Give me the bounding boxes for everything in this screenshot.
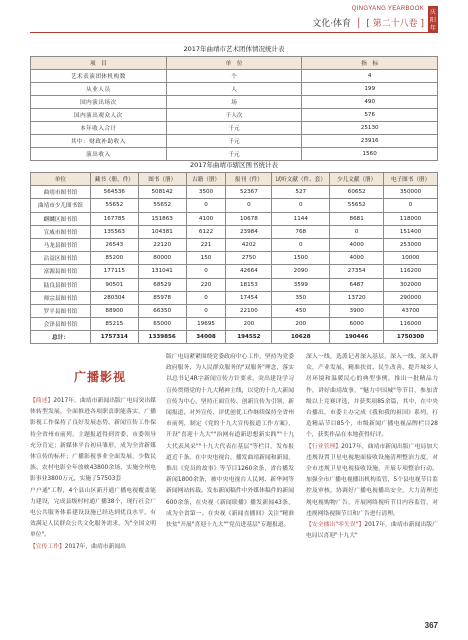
table-row xyxy=(31,304,438,317)
arts-groups-table xyxy=(30,56,438,161)
table-cell: 490 xyxy=(302,96,438,109)
table-cell: 150 xyxy=(186,252,226,265)
table-cell: 27354 xyxy=(330,265,384,278)
table-cell: 167785 xyxy=(90,212,138,225)
running-header: 文化·体育 │ [ 第二十八卷 ] xyxy=(312,19,424,29)
table-cell: 151863 xyxy=(138,212,186,225)
table-cell: 千人次 xyxy=(166,109,302,122)
table-cell: 1750300 xyxy=(384,331,438,344)
table-row xyxy=(31,186,438,199)
table-cell: 85200 xyxy=(90,252,138,265)
table-cell: 0 xyxy=(186,304,226,317)
table-cell: 23916 xyxy=(302,135,438,148)
table-cell: 22120 xyxy=(138,238,186,251)
table-cell: 55652 xyxy=(330,199,384,212)
table-cell: 6487 xyxy=(330,278,384,291)
table-cell: 60652 xyxy=(330,186,384,199)
table-cell: 0 xyxy=(186,291,226,304)
table-cell: 0 xyxy=(226,199,272,212)
table-cell: 国内演出观众人次 xyxy=(31,109,167,122)
table-cell: 0 xyxy=(384,199,438,212)
table-cell: 104381 xyxy=(138,225,186,238)
table-cell: 199 xyxy=(302,83,438,96)
table-cell: 42664 xyxy=(226,265,272,278)
table-cell: 4202 xyxy=(226,238,272,251)
table-cell: 768 xyxy=(272,225,330,238)
table-cell: 4100 xyxy=(186,212,226,225)
table-cell: 2750 xyxy=(226,252,272,265)
table-cell: 116000 xyxy=(384,318,438,331)
table-cell: 200 xyxy=(272,318,330,331)
table-row xyxy=(31,122,438,135)
table-cell: 1757314 xyxy=(90,331,138,344)
table-cell: 2090 xyxy=(272,265,330,278)
table-cell: 3500 xyxy=(186,186,226,199)
column-header: 少儿文献（册） xyxy=(330,173,384,186)
table1-title: 2017年曲靖市艺术团体情况统计表 xyxy=(183,45,285,53)
table-cell: 68529 xyxy=(138,278,186,291)
table-row xyxy=(31,318,438,331)
yearbook-brand: QINGYANG YEARBOOK xyxy=(351,6,424,12)
table-cell: 4 xyxy=(302,70,438,83)
table-cell: 千元 xyxy=(166,135,302,148)
paragraph xyxy=(30,542,156,553)
table-cell: 190446 xyxy=(330,331,384,344)
table-cell: 131041 xyxy=(138,265,186,278)
text-column-1 xyxy=(30,396,156,553)
table-cell: 本年收入合计 xyxy=(31,122,167,135)
table-row xyxy=(31,109,438,122)
table-cell: 135563 xyxy=(90,225,138,238)
column-header: 古籍（册） xyxy=(186,173,226,186)
table-cell: 0 xyxy=(186,265,226,278)
table-cell: 演出收入 xyxy=(31,148,167,161)
section-label: 文化·体育 xyxy=(312,19,352,29)
table-cell: 200 xyxy=(226,318,272,331)
table-cell: 0 xyxy=(272,199,330,212)
table-cell: 26543 xyxy=(90,238,138,251)
table-row xyxy=(31,291,438,304)
table-cell: 0 xyxy=(272,238,330,251)
paragraph-text: 2017年，曲靖市新闻出 xyxy=(64,543,126,550)
table-cell: 宣威市图书馆 xyxy=(31,225,91,238)
column-header: 试听文献（件、套） xyxy=(272,173,330,186)
chapter-tab: 庆阳年鉴 xyxy=(428,6,438,32)
table-cell: 4000 xyxy=(330,238,384,251)
table-cell: 场 xyxy=(166,96,302,109)
table-cell: 其中：财政补助收入 xyxy=(31,135,167,148)
table-cell: 19695 xyxy=(186,318,226,331)
table-cell: 194552 xyxy=(226,331,272,344)
paragraph xyxy=(30,486,156,542)
paragraph-label: 【安全播出"零失误"】 xyxy=(306,522,365,529)
paragraph-text: 版广电局紧紧围绕党委政府中心工作，坚持为党委政府服务、为人民群众服务的"双服务"理念，落实以总书记4R字新闻宣传方针要求，突出建设学习宣传贯彻党的十九大精神主线，以党的十九大新闻宣传为中心，坚持正面宣传、创新宣传为引领，新闻报道、对外宣传、评优创优工作继续保持全省州市前列，制定《党的十九大宣传报道工作方案》，开设"喜迎十九大""治网有道新思想新实践""十九大代表风采""十九大代表在基层"等栏目，发布报道近千条。在中央电视台，播发曲靖新闻和新闻，推出《党员的故事》等节目1260余条，省台播发新闻1800余条，被中央电视台人民网、新华网等新闻网站转载。发布新闻稿件中外媒体稿件的新闻600余条，在央视《新闻联播》播发新闻43条，成为全省第一。在央视《新闻直播间》关注"精准扶贫"开展"喜迎十九大""党员进基层"专题报道。 xyxy=(166,354,294,529)
table-cell: 陆良县图书馆 xyxy=(31,278,91,291)
table-cell: 10000 xyxy=(384,252,438,265)
table-cell: 177115 xyxy=(90,265,138,278)
table-cell: 13720 xyxy=(330,291,384,304)
table-cell: 10678 xyxy=(226,212,272,225)
table-cell: 千元 xyxy=(166,122,302,135)
column-header: 报刊（件） xyxy=(226,173,272,186)
table-cell: 220 xyxy=(186,278,226,291)
column-header: 单 位 xyxy=(166,57,302,70)
table-row xyxy=(31,265,438,278)
table-row xyxy=(31,83,438,96)
column-header: 指 标 xyxy=(302,57,438,70)
table1-body xyxy=(31,70,438,161)
table-cell: 302000 xyxy=(384,278,438,291)
table-cell: 85215 xyxy=(90,318,138,331)
table-cell: 576 xyxy=(302,109,438,122)
paragraph xyxy=(166,352,294,531)
table-cell: 总计： xyxy=(31,331,91,344)
table-cell: 65000 xyxy=(138,318,186,331)
table-cell: 564536 xyxy=(90,186,138,199)
table-cell: 人 xyxy=(166,83,302,96)
table-row xyxy=(31,331,438,344)
table-cell: 1560 xyxy=(302,148,438,161)
table-cell: 350000 xyxy=(384,186,438,199)
table-cell: 116200 xyxy=(384,265,438,278)
table-cell: 师宗县图书馆 xyxy=(31,291,91,304)
paragraph-label: 【简述】 xyxy=(30,398,54,404)
table-cell: 221 xyxy=(186,238,226,251)
table-cell: 22100 xyxy=(226,304,272,317)
table-cell: 3599 xyxy=(272,278,330,291)
table-cell: 4000 xyxy=(330,252,384,265)
table-cell: 艺术表演团体机构数 xyxy=(31,70,167,83)
paragraph-text: 2017年，曲靖市新闻出版广电局以喜迎"十九大" xyxy=(306,522,438,540)
table-row xyxy=(31,199,438,212)
paragraph-text: 2017年，曲靖市新闻出版广电局加大违规设置卫星电视地面接收设施清理整治力度，对全市违规卫星电视接收设施，开展专项整治行动。加强全市广播电视播出机构监管，5个县电视节目监控及审核，协调好广播电视播出安全，大力清理违规电视购物广告，开展网络视听节目内容监管，对违规网络视频节目和广告进行清理。 xyxy=(306,443,438,517)
table2-title: 2017年曲靖市辖区图书统计表 xyxy=(189,161,279,169)
paragraph-label: 【宣传工作】 xyxy=(30,543,65,550)
paragraph xyxy=(306,442,438,520)
table-cell: 1339856 xyxy=(138,331,186,344)
library-stats-table xyxy=(30,172,438,344)
table-cell: 80000 xyxy=(138,252,186,265)
table-cell: 马龙县图书馆 xyxy=(31,238,91,251)
table-cell: 52367 xyxy=(226,186,272,199)
table-cell: 508142 xyxy=(138,186,186,199)
paragraph-text: 户户通"工程，4个县山区新开通广播电视覆盖能力建设，完成县级村村通广播38个，现行社会广电公共服务体系建设设施已经达到优良水平，有效满足人民群众公共文化服务需求，为"全国文明单位"。 xyxy=(30,487,156,539)
table-cell: 10628 xyxy=(272,331,330,344)
table-cell: 450 xyxy=(272,304,330,317)
table-cell: 沾益区图书馆 xyxy=(31,252,91,265)
table-cell: 23984 xyxy=(226,225,272,238)
table-cell: 17454 xyxy=(226,291,272,304)
table-row xyxy=(31,238,438,251)
table-cell: 6000 xyxy=(330,318,384,331)
table-row xyxy=(31,96,438,109)
table-row xyxy=(31,148,438,161)
table1-header-row xyxy=(31,57,438,70)
table-cell: 25130 xyxy=(302,122,438,135)
table-cell: 290000 xyxy=(384,291,438,304)
table-cell: 34008 xyxy=(186,331,226,344)
table2-header-row xyxy=(31,173,438,186)
table-cell: 6122 xyxy=(186,225,226,238)
table-row xyxy=(31,278,438,291)
table-cell: 会泽县图书馆 xyxy=(31,318,91,331)
table-cell: 8681 xyxy=(330,212,384,225)
table-cell: 151400 xyxy=(384,225,438,238)
table-cell: 527 xyxy=(272,186,330,199)
table-cell: 350 xyxy=(272,291,330,304)
table-cell: 3900 xyxy=(330,304,384,317)
table-cell: 280304 xyxy=(90,291,138,304)
table-cell: 85978 xyxy=(138,291,186,304)
table-cell: 1144 xyxy=(272,212,330,225)
text-column-3 xyxy=(306,352,438,542)
column-header: 藏书（册、件） xyxy=(90,173,138,186)
paragraph xyxy=(306,520,438,542)
paragraph-label: 【行业管理】 xyxy=(306,443,342,450)
table-cell: 1500 xyxy=(272,252,330,265)
paragraph-text: 2017年，曲靖市新闻出版广电局突出媒体转型发展，全面推进各项职责职能落实，广播影视工作保持了良好发展态势。新闻宣传工作保持全省州市前列，主题报道得到省委、市委领导充分肯定；新媒体平台初具雏形，成为全省新媒体宣传的标杆；广播影视事业全面发展，少数民族、农村电影全年放映43800余场，实施全州电影事业3800万元，实施了57503套 xyxy=(30,398,156,483)
table-cell: 国内演出场次 xyxy=(31,96,167,109)
section-heading: 广播影视 xyxy=(74,370,127,384)
table-cell: 千元 xyxy=(166,148,302,161)
table-cell: 55652 xyxy=(138,199,186,212)
column-header: 项 目 xyxy=(31,57,167,70)
table-cell: 个 xyxy=(166,70,302,83)
table-cell: 0 xyxy=(186,199,226,212)
table2-body xyxy=(31,186,438,344)
table-cell: 罗平县图书馆 xyxy=(31,304,91,317)
header-rule xyxy=(30,32,438,33)
column-header: 单位 xyxy=(31,173,91,186)
table-cell: 88900 xyxy=(90,304,138,317)
table-row xyxy=(31,225,438,238)
paragraph xyxy=(30,396,156,486)
table-cell: 66350 xyxy=(138,304,186,317)
table-cell: 90501 xyxy=(90,278,138,291)
column-header: 图书（册） xyxy=(138,173,186,186)
table-cell: 0 xyxy=(330,225,384,238)
table-cell: 118000 xyxy=(384,212,438,225)
table-row xyxy=(31,70,438,83)
table-cell: 曲靖市少儿图书馆 xyxy=(31,199,91,212)
paragraph-text: 深入一线，选派记者深入基层，深入一线、深入群众，产业发展、精准扶贫、民生改善、提升城乡人居环境和温暖民心的典型事例，推出一批精品力作，讲好曲靖故事，"魅力中国城"等节目，参加省级以上竞赛评选，并获奖项85余篇，其中，在中央台播出，市委主办完成《我和我的祖国》系列，打造精品节目85个，市级新闻广播电视品牌栏目28个，获奖作品在本地获得好评。 xyxy=(306,354,438,439)
paragraph xyxy=(306,352,438,442)
table-row xyxy=(31,252,438,265)
table-cell: 253000 xyxy=(384,238,438,251)
table-cell: 55652 xyxy=(90,199,138,212)
table-cell: 18153 xyxy=(226,278,272,291)
text-column-2 xyxy=(166,352,294,531)
table-row xyxy=(31,135,438,148)
table-cell: 曲靖市图书馆 xyxy=(31,186,91,199)
column-header: 电子图书（册） xyxy=(384,173,438,186)
page-number: 367 xyxy=(424,621,438,630)
table-cell: 富源县图书馆 xyxy=(31,265,91,278)
table-cell: 麒麟区图书馆 xyxy=(31,212,91,225)
table-cell: 从业人员 xyxy=(31,83,167,96)
table-cell: 43700 xyxy=(384,304,438,317)
volume-label: [ 第二十八卷 ] xyxy=(366,19,424,29)
table-row xyxy=(31,212,438,225)
